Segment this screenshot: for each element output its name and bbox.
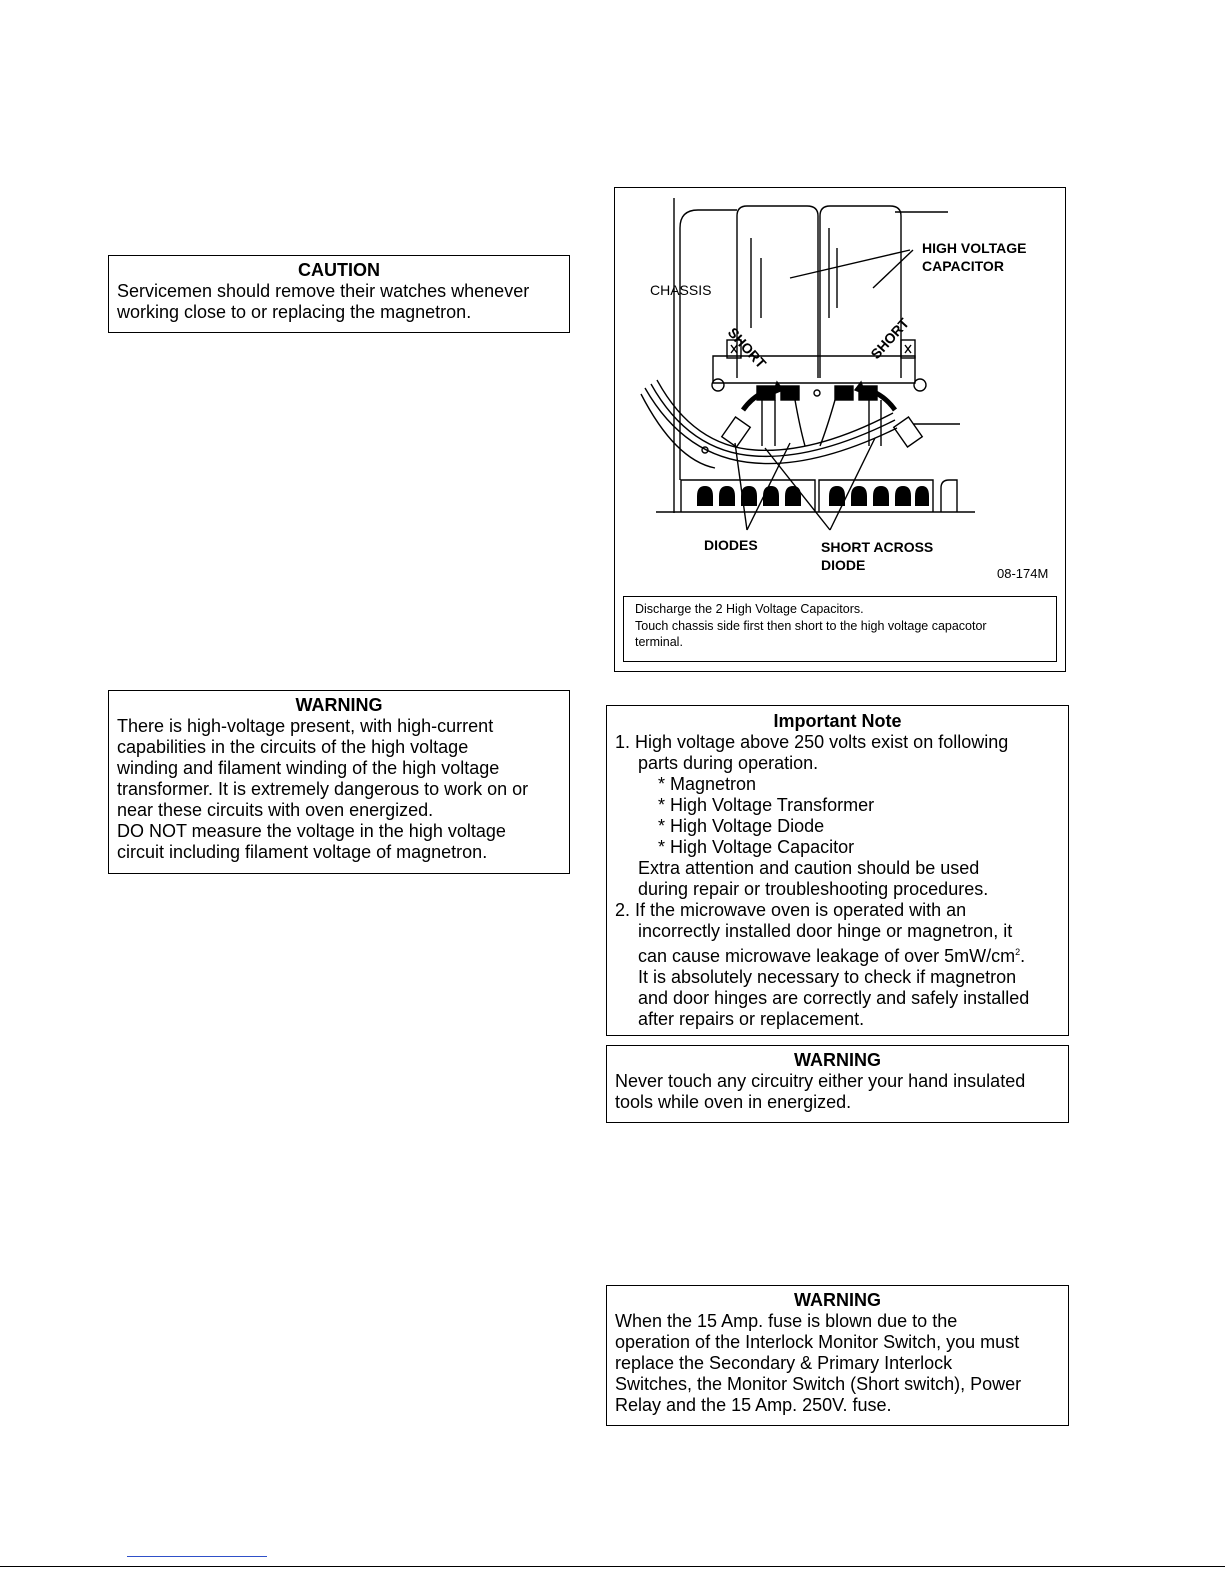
caution-line: Servicemen should remove their watches whenever (117, 281, 530, 301)
figure-note-line: Touch chassis side first then short to the high voltage capacotor (635, 618, 987, 633)
short-label-right: SHORT (867, 314, 913, 363)
warning-line: replace the Secondary & Primary Interlock (615, 1353, 953, 1373)
important-line: incorrectly installed door hinge or magnetron, it (638, 921, 1013, 941)
important-part: * High Voltage Transformer (658, 795, 875, 815)
capacitor-label: CAPACITOR (922, 258, 1004, 274)
warning-line: winding and filament winding of the high voltage (117, 758, 500, 778)
important-line: 2. If the microwave oven is operated with an (615, 900, 967, 920)
capacitor-discharge-figure (614, 187, 1066, 672)
important-part: * High Voltage Diode (658, 816, 825, 836)
warning-line: circuit including filament voltage of magnetron. (117, 842, 488, 862)
warning-heading: WARNING (794, 1290, 881, 1310)
warning-line: Never touch any circuitry either your hand insulated (615, 1071, 1026, 1091)
warning-line: capabilities in the circuits of the high voltage (117, 737, 469, 757)
warning-line: transformer. It is extremely dangerous to work on or (117, 779, 529, 799)
caution-heading: CAUTION (298, 260, 380, 280)
warning-line: tools while oven in energized. (615, 1092, 852, 1112)
footer-divider (0, 1566, 1225, 1567)
capacitor-label: HIGH VOLTAGE (922, 240, 1027, 256)
chassis-label: CHASSIS (650, 282, 712, 298)
footer-link-underline[interactable] (127, 1555, 267, 1557)
figure-code: 08-174M (997, 566, 1049, 581)
warning-fuse-box (606, 1285, 1069, 1426)
warning-line: operation of the Interlock Monitor Switch, you must (615, 1332, 1020, 1352)
leakage-superscript: 2 (1015, 947, 1021, 957)
warning-heading: WARNING (295, 695, 383, 715)
diodes-label: DIODES (704, 537, 758, 553)
important-line: 1. High voltage above 250 volts exist on following (615, 732, 1009, 752)
warning-touch-box (606, 1045, 1069, 1123)
warning-high-voltage-box (108, 690, 570, 874)
important-line: during repair or troubleshooting procedures. (638, 879, 989, 899)
short-label-left: SHORT (724, 324, 770, 372)
warning-heading: WARNING (794, 1050, 881, 1070)
caution-box (108, 255, 570, 333)
important-heading: Important Note (773, 711, 902, 731)
figure-note-line: Discharge the 2 High Voltage Capacitors. (635, 602, 864, 616)
important-line: and door hinges are correctly and safely installed (638, 988, 1030, 1008)
figure-note (623, 596, 1057, 662)
important-note-box (606, 705, 1069, 1036)
important-part: * Magnetron (658, 774, 757, 794)
caution-line: working close to or replacing the magnetron. (117, 302, 472, 322)
warning-line: There is high-voltage present, with high-current (117, 716, 494, 736)
important-line: after repairs or replacement. (638, 1009, 865, 1029)
important-leakage-line (615, 942, 1060, 967)
important-part: * High Voltage Capacitor (658, 837, 855, 857)
short-across-label: DIODE (821, 557, 866, 573)
figure-note-line: terminal. (635, 635, 683, 649)
short-across-label: SHORT ACROSS (821, 539, 934, 555)
important-line: Extra attention and caution should be used (638, 858, 980, 878)
warning-line: Relay and the 15 Amp. 250V. fuse. (615, 1395, 892, 1415)
leakage-period: . (1020, 946, 1026, 966)
warning-line: Switches, the Monitor Switch (Short switch), Power (615, 1374, 1022, 1394)
important-line: parts during operation. (638, 753, 819, 773)
warning-line: When the 15 Amp. fuse is blown due to the (615, 1311, 958, 1331)
leakage-text: can cause microwave leakage of over 5mW/cm (638, 946, 1016, 966)
important-line: It is absolutely necessary to check if magnetron (638, 967, 1017, 987)
warning-line: near these circuits with oven energized. (117, 800, 434, 820)
warning-line: DO NOT measure the voltage in the high voltage (117, 821, 506, 841)
